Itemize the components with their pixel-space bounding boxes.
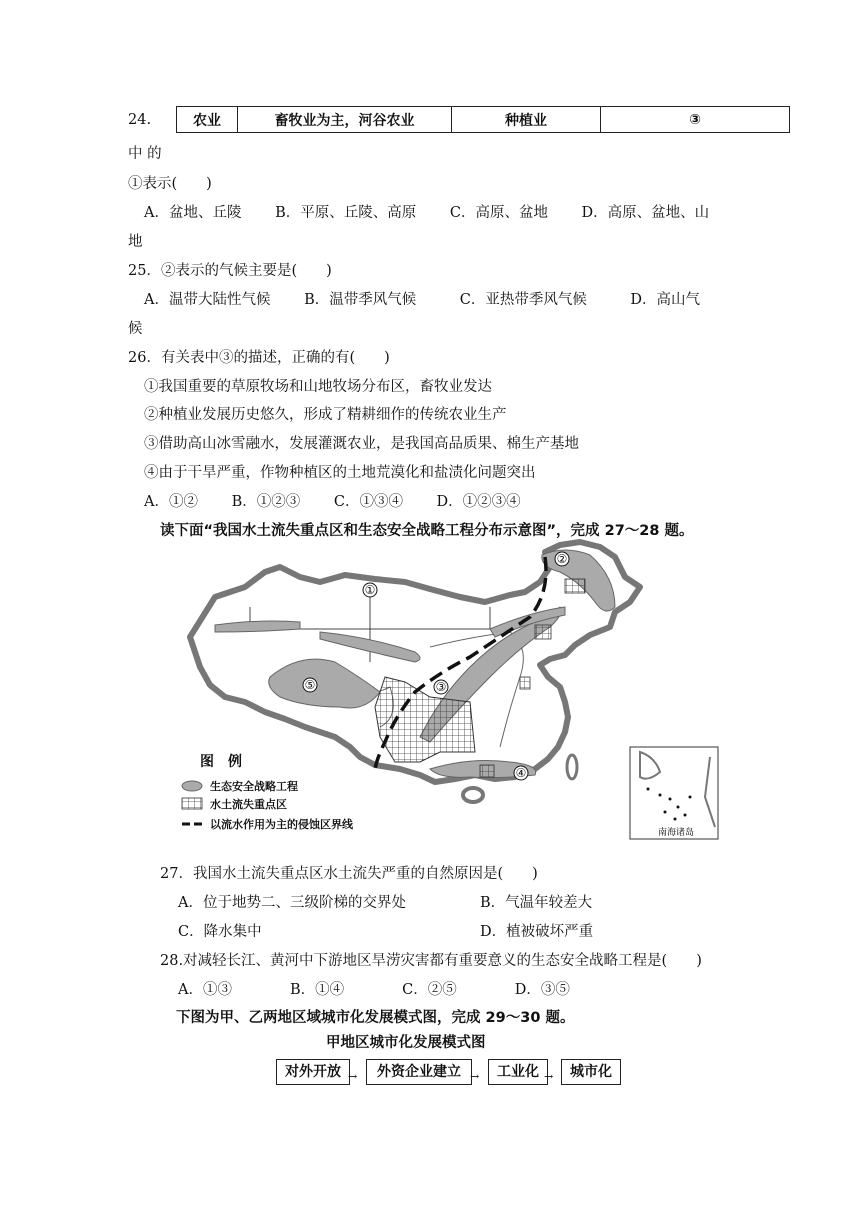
flow-step-opening: 对外开放 <box>276 1059 350 1085</box>
q25-stem: 25．②表示的气候主要是( ) <box>128 263 332 279</box>
q26-item: ③借助高山冰雪融水，发展灌溉农业，是我国高品质果、棉生产基地 <box>144 436 579 452</box>
q27-option-c: C．降水集中 <box>178 924 262 940</box>
flow-arrow: → <box>544 1070 554 1083</box>
legend-erosion-swatch <box>182 798 202 809</box>
flow-step-industrialization: 工业化 <box>488 1059 548 1085</box>
inset-label: 南海诸岛 <box>657 828 695 838</box>
table-cell: 畜牧业为主，河谷农业 <box>238 107 452 133</box>
flow-title: 甲地区城市化发展模式图 <box>326 1035 486 1051</box>
q26-item: ②种植业发展历史悠久，形成了精耕细作的传统农业生产 <box>144 407 507 423</box>
q28-options: A．①③ B．①④ C．②⑤ D．③⑤ <box>178 982 570 998</box>
q24-stem: ①表示( ) <box>128 176 212 192</box>
legend-title: 图 例 <box>200 754 242 770</box>
legend-erosion-label: 水土流失重点区 <box>210 798 287 811</box>
q26-options: A．①② B．①②③ C．①③④ D．①②③④ <box>144 494 521 510</box>
q24-table <box>176 106 790 133</box>
q26-item: ④由于干旱严重，作物种植区的土地荒漠化和盐渍化问题突出 <box>144 465 536 481</box>
q24-options-wrap: 地 <box>128 234 143 250</box>
table-cell: 种植业 <box>452 107 601 133</box>
map-intro: 读下面“我国水土流失重点区和生态安全战略工程分布示意图”，完成 27～28 题。 <box>160 523 694 539</box>
q26-stem: 26．有关表中③的描述，正确的有( ) <box>128 350 390 366</box>
marker-5: ⑤ <box>304 678 316 692</box>
q24-number: 24. <box>128 112 152 128</box>
q24-options: A．盆地、丘陵 B．平原、丘陵、高原 C．高原、盆地 D．高原、盆地、山 <box>144 205 710 221</box>
marker-1: ① <box>364 583 376 597</box>
q24-continuation: 中 的 <box>128 146 162 162</box>
flow-step-urbanization: 城市化 <box>561 1059 621 1085</box>
erosion-area-s <box>480 765 494 777</box>
hainan-island <box>463 788 483 802</box>
legend-eco-label: 生态安全战略工程 <box>210 780 298 793</box>
q27-stem: 27．我国水土流失重点区水土流失严重的自然原因是( ) <box>160 866 538 882</box>
legend-eco-swatch <box>182 781 202 791</box>
south-china-sea-inset <box>630 747 718 839</box>
flow-step-foreign-firms: 外资企业建立 <box>366 1059 472 1085</box>
taiwan-island <box>567 755 577 779</box>
flow-intro: 下图为甲、乙两地区域城市化发展模式图，完成 29～30 题。 <box>176 1010 575 1026</box>
flow-arrow: → <box>348 1070 358 1083</box>
q27-option-d: D．植被破坏严重 <box>480 924 594 940</box>
q27-option-b: B．气温年较差大 <box>480 895 593 911</box>
marker-3: ③ <box>435 680 447 694</box>
table-cell: 农业 <box>177 107 238 133</box>
q28-stem: 28.对减轻长江、黄河中下游地区旱涝灾害都有重要意义的生态安全战略工程是( ) <box>160 953 702 969</box>
erosion-area-ne <box>565 579 585 593</box>
erosion-area-e <box>520 677 530 689</box>
q25-options: A．温带大陆性气候 B．温带季风气候 C．亚热带季风气候 D．高山气 <box>144 292 700 308</box>
table-cell: ③ <box>601 107 790 133</box>
q26-item: ①我国重要的草原牧场和山地牧场分布区，畜牧业发达 <box>144 379 492 395</box>
china-map-figure <box>170 537 740 845</box>
q25-options-wrap: 候 <box>128 321 143 337</box>
erosion-area-n <box>535 625 551 639</box>
q27-option-a: A．位于地势二、三级阶梯的交界处 <box>178 895 406 911</box>
marker-2: ② <box>556 552 568 566</box>
legend-boundary-label: 以流水作用为主的侵蚀区界线 <box>210 818 353 831</box>
flow-arrow: → <box>470 1070 480 1083</box>
marker-4: ④ <box>515 766 527 780</box>
